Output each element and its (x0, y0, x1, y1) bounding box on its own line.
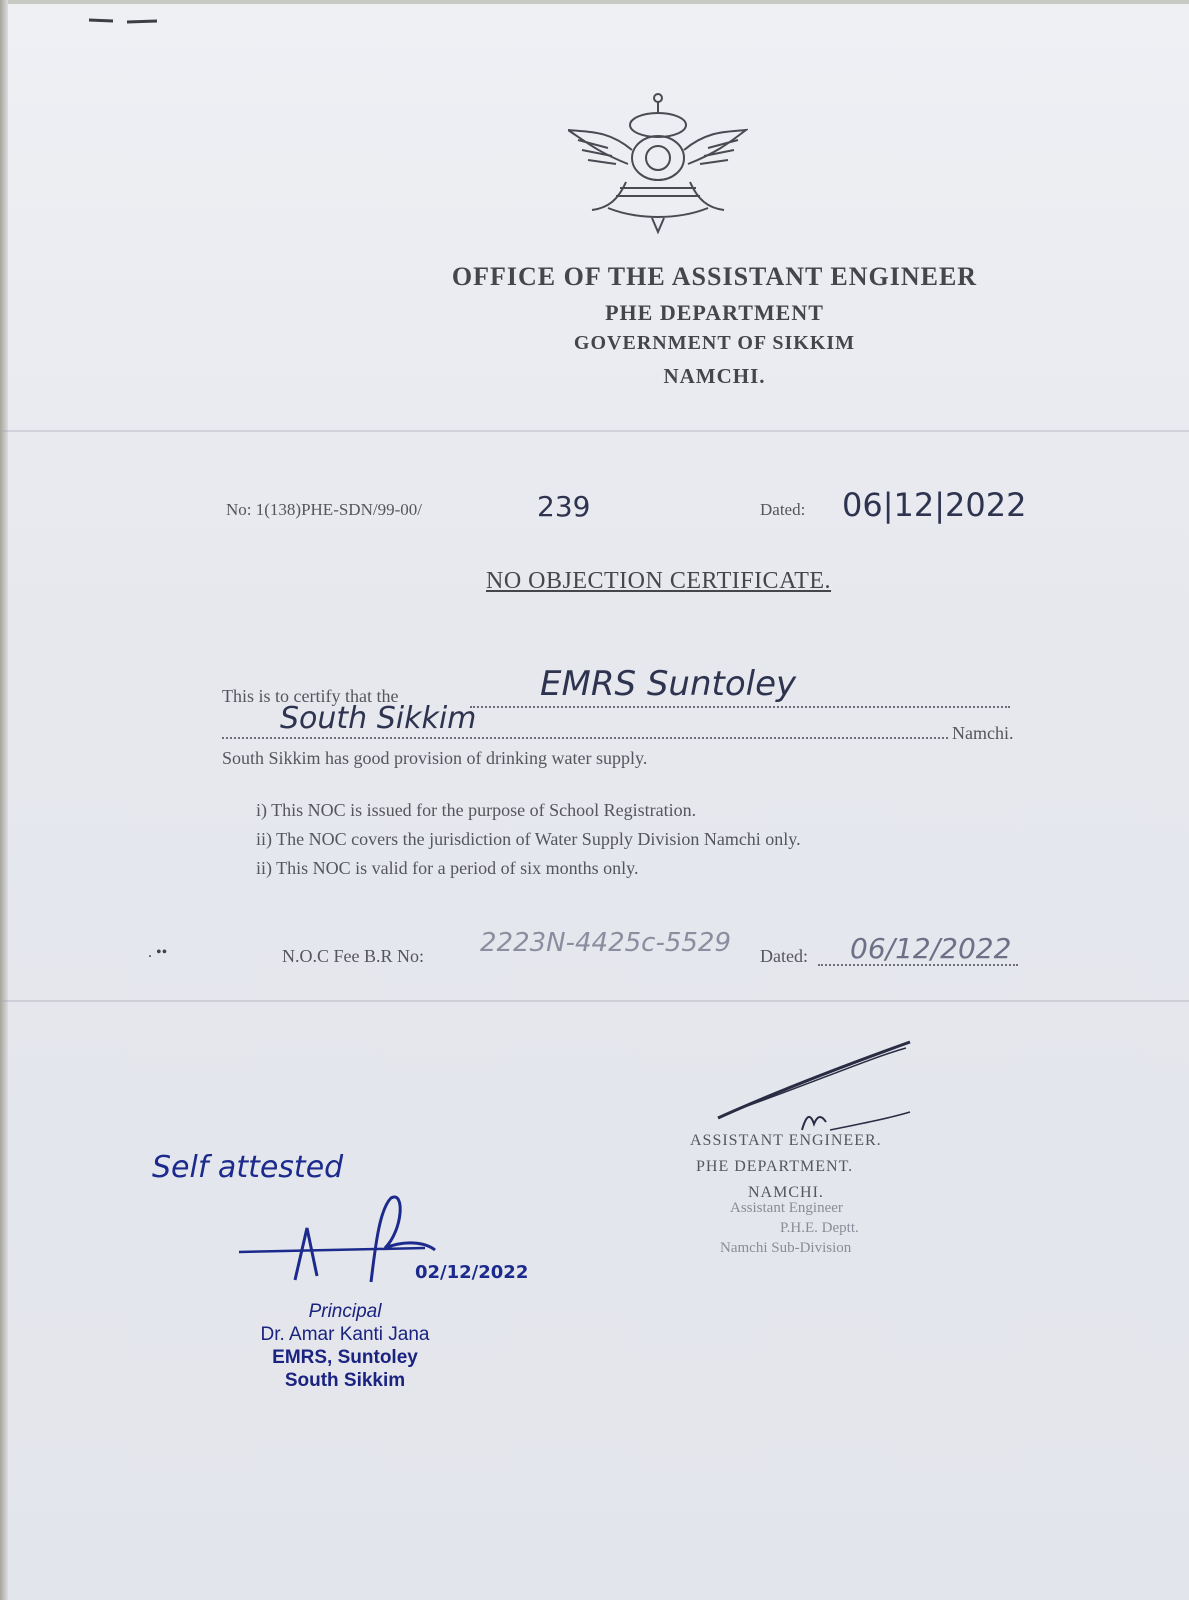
engineer-department: PHE DEPARTMENT. (696, 1158, 854, 1175)
dated-label: Dated: (760, 500, 806, 519)
fee-dated-label: Dated: (760, 946, 808, 966)
office-title: OFFICE OF THE ASSISTANT ENGINEER (451, 262, 978, 291)
principal-signature-icon (235, 1190, 445, 1290)
engineer-stamp-line-1: Assistant Engineer (730, 1200, 843, 1216)
fee-dated-handwritten: 06/12/2022 (850, 932, 1012, 965)
margin-dots: . •• (148, 944, 168, 961)
state-emblem-icon (568, 90, 748, 235)
fee-br-number-handwritten: 2223N-4425c-5529 (480, 928, 732, 958)
fill-in-dotted-line (222, 737, 948, 739)
engineer-stamp-line-2: P.H.E. Deptt. (780, 1220, 859, 1236)
place-handwritten: South Sikkim (280, 701, 477, 736)
principal-district: South Sikkim (284, 1370, 406, 1391)
namchi-suffix: Namchi. (952, 723, 1014, 743)
certificate-title: NO OBJECTION CERTIFICATE. (486, 568, 832, 594)
condition-item-2: ii) The NOC covers the jurisdiction of Water Supply Division Namchi only. (256, 829, 801, 849)
self-attested-note: Self attested (152, 1150, 344, 1185)
engineer-signature-icon (710, 1030, 950, 1140)
reference-number-handwritten: 239 (537, 490, 591, 523)
condition-item-1: i) This NOC is issued for the purpose of School Registration. (256, 800, 697, 820)
paper-edge-left (0, 0, 8, 1600)
principal-stamp (220, 1300, 470, 1392)
dated-handwritten: 06|12|2022 (842, 486, 1027, 524)
engineer-location: NAMCHI. (748, 1184, 824, 1201)
department-title: PHE DEPARTMENT (605, 300, 824, 325)
condition-item-3: ii) This NOC is valid for a period of six months only. (256, 858, 639, 878)
paper-edge-top (0, 0, 1189, 4)
water-supply-statement: South Sikkim has good provision of drinking water supply. (222, 748, 648, 768)
principal-name: Dr. Amar Kanti Jana (260, 1324, 430, 1345)
engineer-stamp-line-3: Namchi Sub-Division (720, 1240, 852, 1256)
certify-prefix: This is to certify that the (222, 686, 399, 706)
fold-line (0, 1000, 1189, 1002)
government-title: GOVERNMENT OF SIKKIM (573, 332, 856, 354)
principal-school: EMRS, Suntoley (272, 1347, 418, 1368)
fill-in-dotted-line (470, 706, 1010, 708)
reference-number-prefix: No: 1(138)PHE-SDN/99-00/ (226, 500, 422, 519)
fee-label: N.O.C Fee B.R No: (282, 946, 425, 966)
school-name-handwritten: EMRS Suntoley (540, 664, 797, 704)
office-location: NAMCHI. (663, 364, 766, 388)
principal-sign-date: 02/12/2022 (415, 1262, 529, 1283)
fold-line (0, 430, 1189, 432)
pen-mark (85, 14, 165, 28)
principal-role: Principal (308, 1301, 382, 1322)
engineer-title: ASSISTANT ENGINEER. (690, 1132, 882, 1149)
